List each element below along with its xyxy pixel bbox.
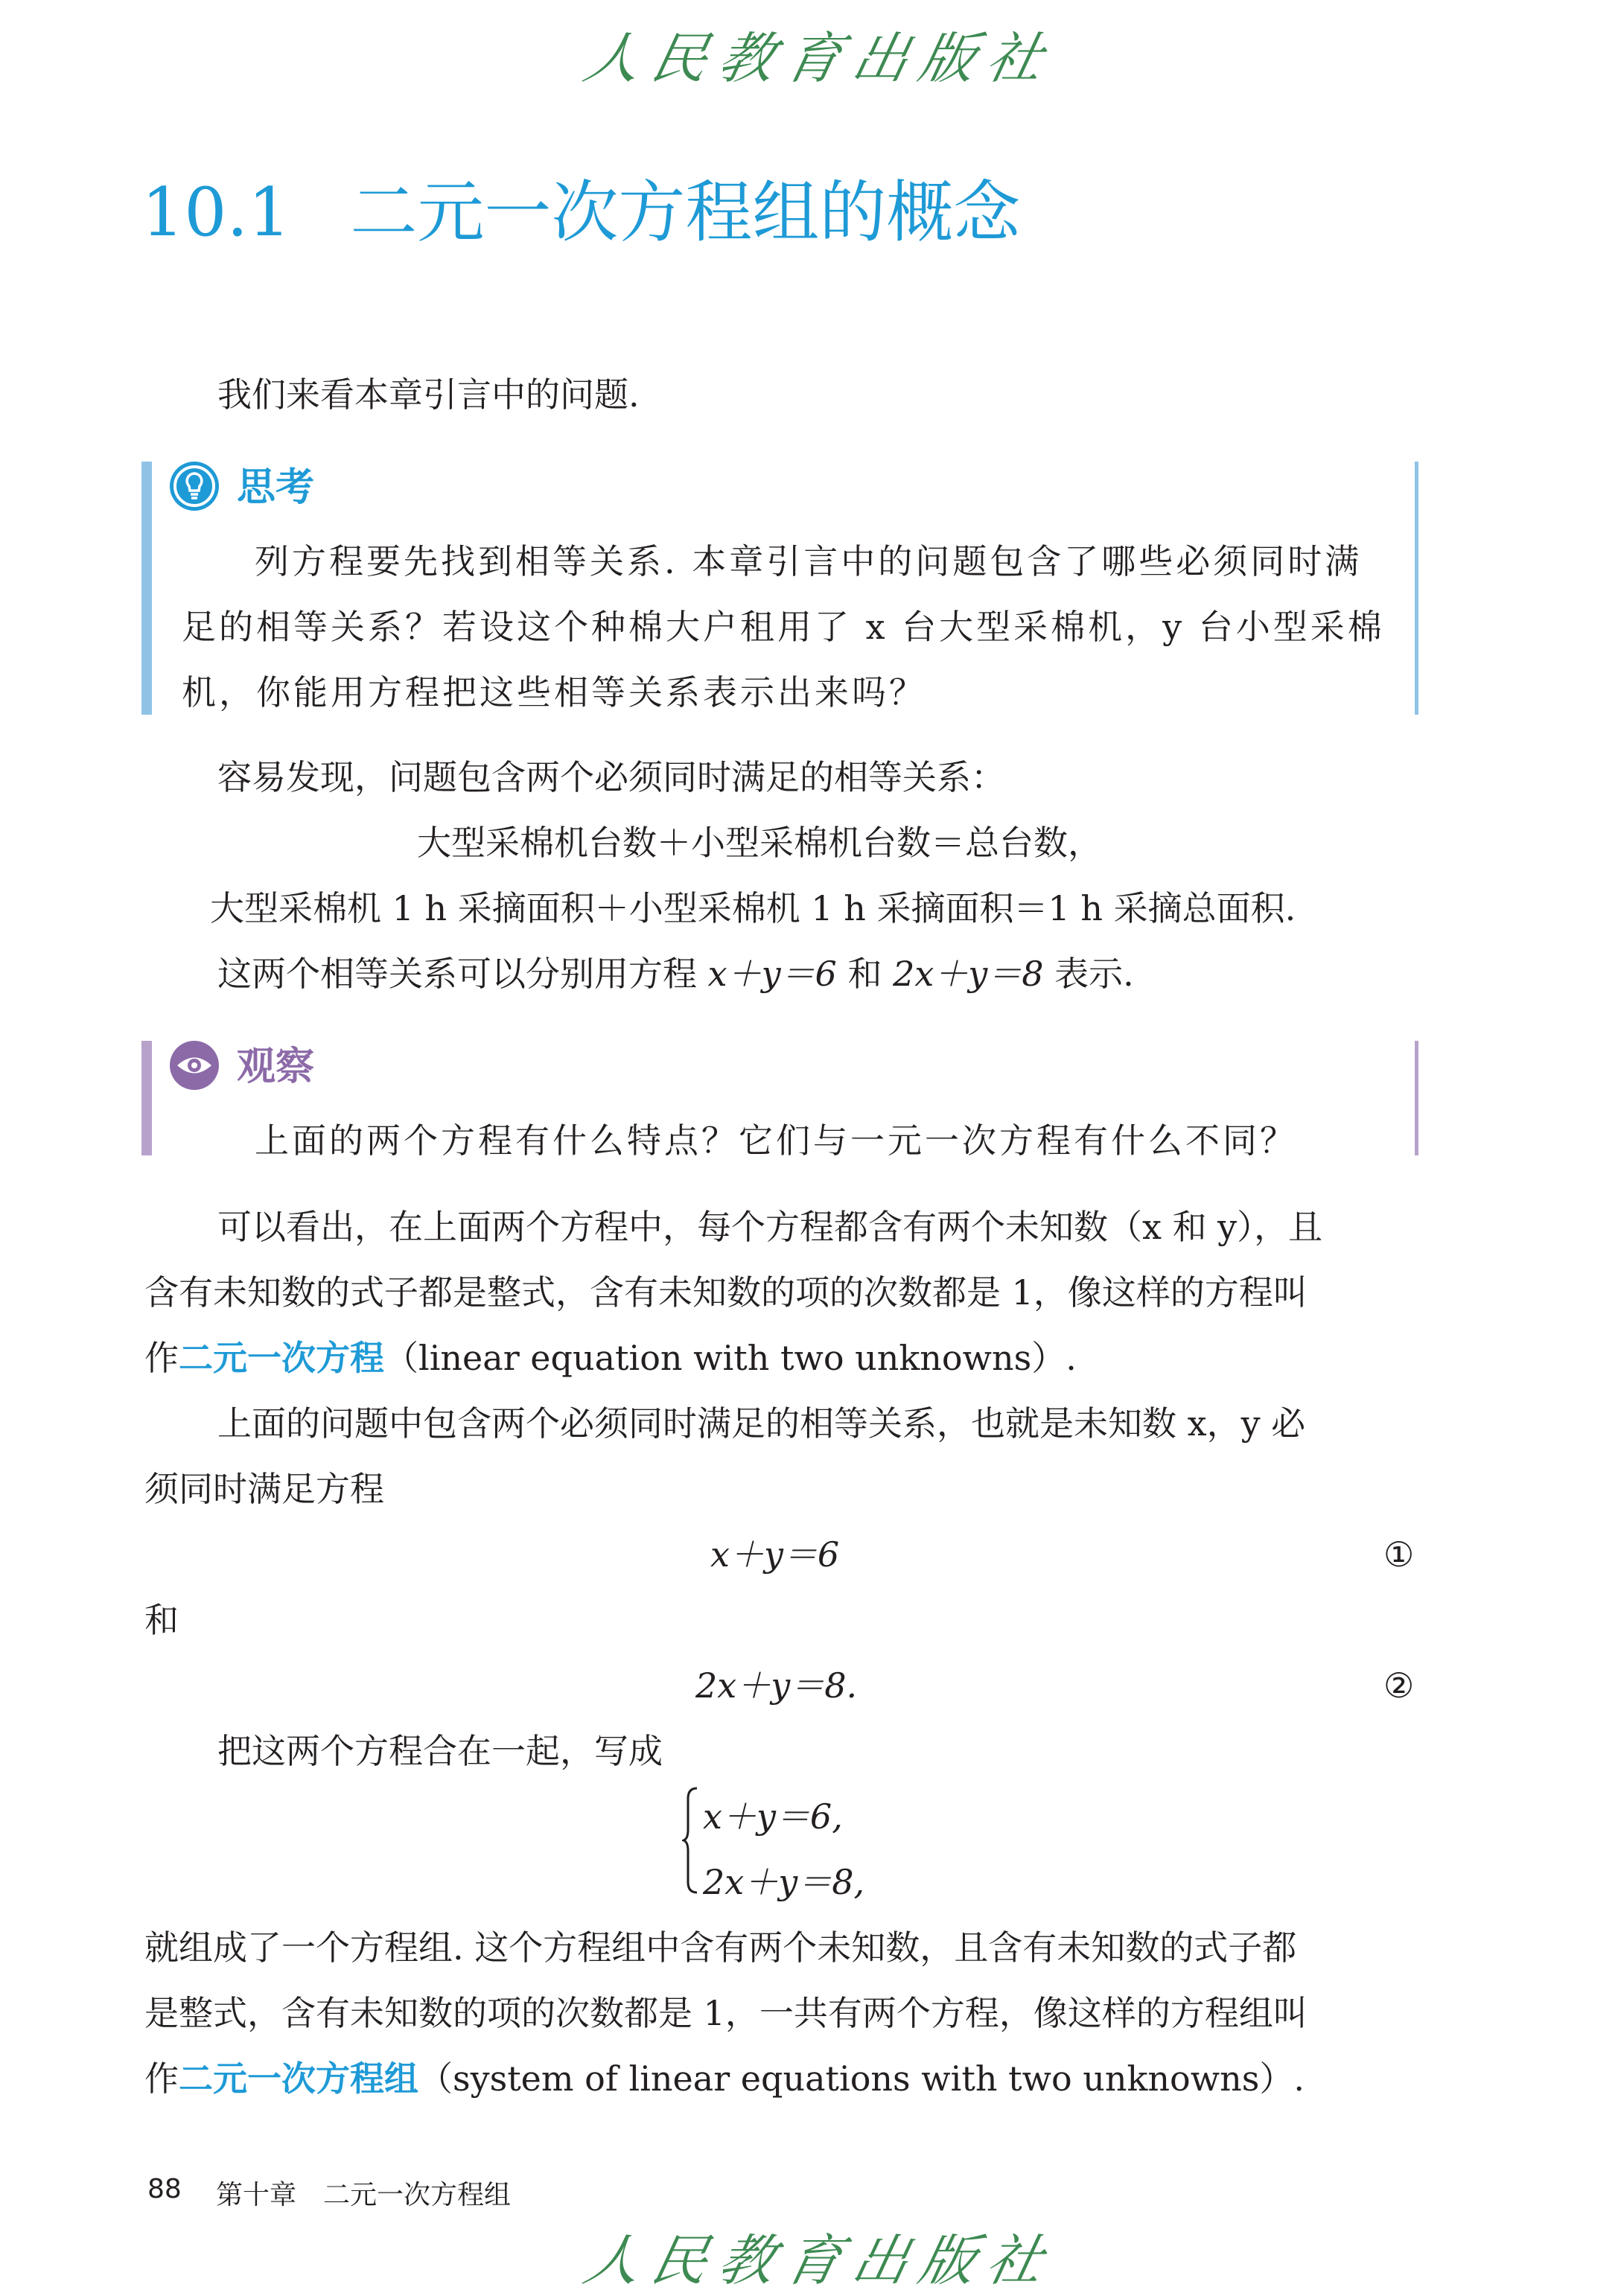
definition-term: 二元一次方程组 [179, 2059, 418, 2099]
chapter-label: 第十章 二元一次方程组 [216, 2180, 512, 2210]
relation-1: 大型采棉机台数＋小型采棉机台数＝总台数， [417, 823, 1102, 863]
section-title [141, 158, 1020, 255]
think-box-left-bar [141, 462, 152, 715]
publisher-watermark-top: 人民教育出版社 [578, 27, 1062, 91]
think-line-2: 足的相等关系？若设这个种棉大户租用了 x 台大型采棉机，y 台小型采棉 [182, 607, 1385, 647]
discovery-line-1: 容易发现，问题包含两个必须同时满足的相等关系： [217, 757, 1005, 797]
equation-2-tag: ② [1383, 1665, 1415, 1706]
para3: 把这两个方程合在一起，写成 [217, 1731, 663, 1771]
equation-1: x＋y＝6 [710, 1534, 840, 1575]
equation-inline: x＋y＝6 [707, 954, 837, 994]
observe-box-label: 观察 [237, 1045, 315, 1089]
equation-inline: 2x＋y＝8 [893, 954, 1044, 994]
para4-line-1: 就组成了一个方程组. 这个方程组中含有两个未知数，且含有未知数的式子都 [144, 1927, 1297, 1968]
para1-line-2: 含有未知数的式子都是整式，含有未知数的项的次数都是 1，像这样的方程叫 [144, 1272, 1308, 1313]
equation-2: 2x＋y＝8. [695, 1665, 858, 1706]
think-box-label: 思考 [237, 465, 315, 510]
think-line-1: 列方程要先找到相等关系. 本章引言中的问题包含了哪些必须同时满 [255, 541, 1363, 581]
discovery-line-4 [217, 941, 1134, 1007]
text-segment: 这两个相等关系可以分别用方程 [217, 954, 708, 994]
page-number: 88 [147, 2174, 182, 2204]
para1-line-3 [144, 1325, 1077, 1391]
publisher-watermark-bottom: 人民教育出版社 [578, 2229, 1062, 2293]
text-segment: 表示. [1043, 954, 1134, 994]
para1-line-1: 可以看出，在上面两个方程中，每个方程都含有两个未知数（x 和 y），且 [217, 1207, 1323, 1247]
observe-box-right-bar [1415, 1041, 1418, 1155]
text-segment: （linear equation with two unknowns）. [384, 1338, 1077, 1378]
and-word: 和 [144, 1600, 179, 1640]
eye-icon [170, 1041, 219, 1090]
section-title-text: 二元一次方程组的概念 [350, 173, 1021, 252]
para4-line-2: 是整式，含有未知数的项的次数都是 1，一共有两个方程，像这样的方程组叫 [144, 1993, 1308, 2033]
relation-2: 大型采棉机 1 h 采摘面积＋小型采棉机 1 h 采摘面积＝1 h 采摘总面积. [210, 888, 1296, 928]
equation-1-tag: ① [1383, 1534, 1415, 1575]
observe-question: 上面的两个方程有什么特点？它们与一元一次方程有什么不同？ [255, 1120, 1297, 1161]
system-brace [682, 1785, 698, 1895]
system-row-2: 2x＋y＝8, [703, 1862, 865, 1902]
think-line-3: 机，你能用方程把这些相等关系表示出来吗？ [182, 672, 926, 712]
intro-text: 我们来看本章引言中的问题. [217, 374, 640, 415]
think-box-right-bar [1415, 462, 1418, 715]
para2-line-1: 上面的问题中包含两个必须同时满足的相等关系，也就是未知数 x，y 必 [217, 1403, 1306, 1444]
text-segment: 和 [836, 954, 894, 994]
lightbulb-icon [170, 462, 219, 511]
text-segment: （system of linear equations with two unknowns）. [418, 2059, 1305, 2099]
text-segment: 作 [144, 1338, 179, 1378]
observe-box-left-bar [141, 1041, 152, 1155]
section-number: 10.1 [141, 173, 291, 252]
system-row-1: x＋y＝6, [703, 1796, 843, 1837]
para2-line-2: 须同时满足方程 [144, 1469, 384, 1509]
definition-term: 二元一次方程 [179, 1338, 384, 1378]
text-segment: 作 [144, 2059, 179, 2099]
para4-line-3 [144, 2046, 1305, 2111]
